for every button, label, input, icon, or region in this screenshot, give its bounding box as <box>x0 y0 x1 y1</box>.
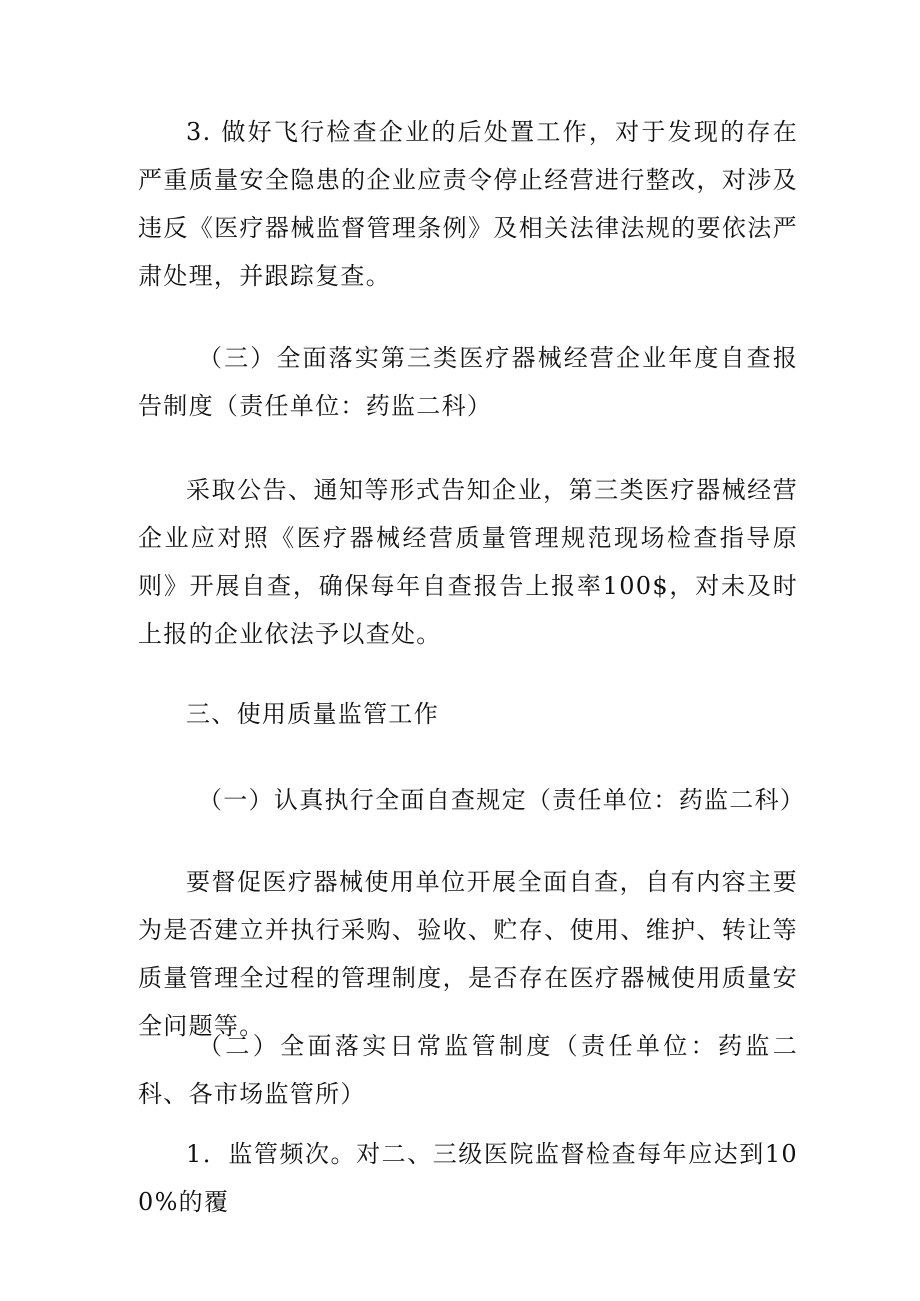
subheading-daily-supervision: （二）全面落实日常监管制度（责任单位：药监二科、各市场监管所） <box>138 1032 798 1108</box>
paragraph-flight-inspection-followup: 3. 做好飞行检查企业的后处置工作，对于发现的存在严重质量安全隐患的企业应责令停止经营进行整改，对涉及违反《医疗器械监督管理条例》及相关法律法规的要依法严肃处理，并跟踪复查。 <box>138 118 798 290</box>
paragraph-supervision-frequency: 1．监管频次。对二、三级医院监督检查每年应达到100%的覆 <box>138 1140 798 1216</box>
subheading-full-self-inspection: （一）认真执行全面自查规定（责任单位：药监二科） <box>198 786 806 814</box>
paragraph-self-inspection-notice: 采取公告、通知等形式告知企业，第三类医疗器械经营企业应对照《医疗器械经营质量管理规范现场检查指导原则》开展自查，确保每年自查报告上报率100$，对未及时上报的企业依法予以查处。 <box>138 476 798 648</box>
subheading-annual-self-inspection: （三）全面落实第三类医疗器械经营企业年度自查报告制度（责任单位：药监二科） <box>138 344 798 420</box>
section-heading-use-quality: 三、使用质量监管工作 <box>186 700 439 728</box>
paragraph-use-unit-self-inspection: 要督促医疗器械使用单位开展全面自查，自有内容主要为是否建立并执行采购、验收、贮存、使用、维护、转让等质量管理全过程的管理制度，是否存在医疗器械使用质量安全问题等。 <box>138 868 798 1040</box>
